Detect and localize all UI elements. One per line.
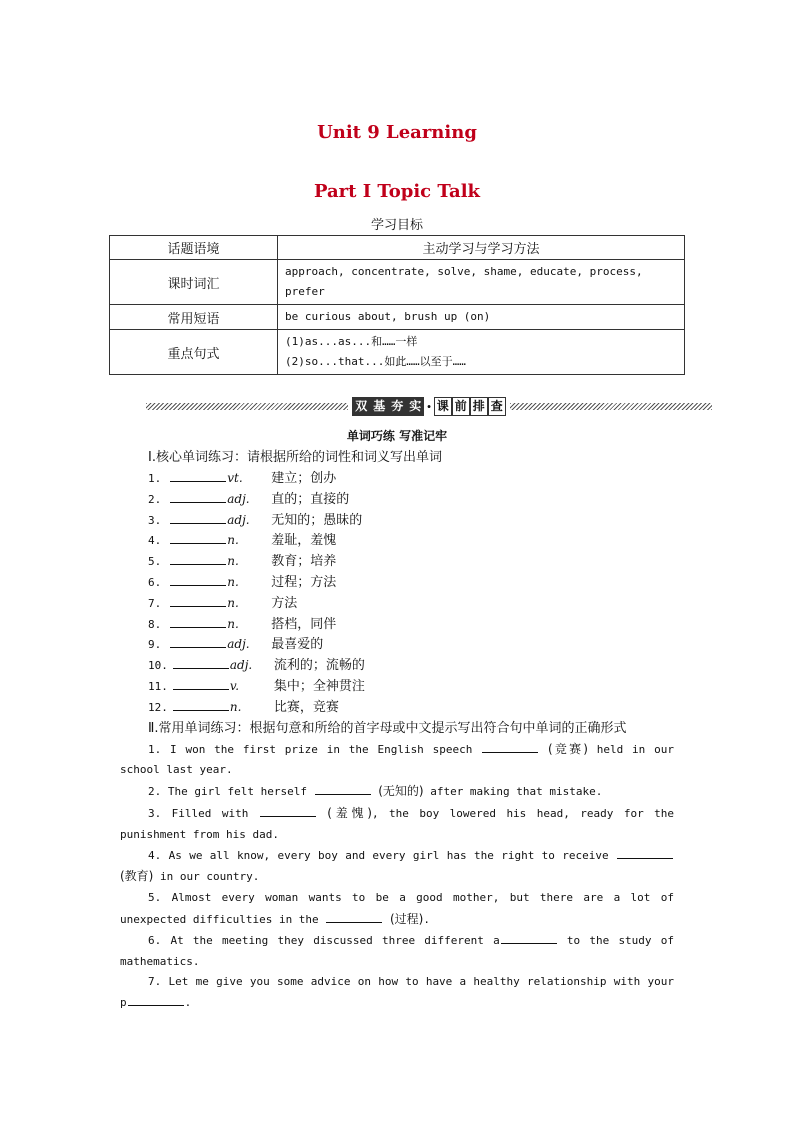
sentence-text: . <box>184 996 192 1010</box>
chinese-hint: (竞赛) <box>548 741 588 756</box>
answer-blank[interactable] <box>170 615 226 628</box>
answer-blank[interactable] <box>170 635 226 648</box>
vocab-item <box>120 676 674 697</box>
header-cell-context: 话题语境 <box>110 236 278 260</box>
learning-goals-table <box>109 235 685 375</box>
item-number: 1. <box>148 472 162 485</box>
banner-tag <box>352 397 506 416</box>
part-of-speech: n. <box>227 533 239 548</box>
sentence-text: 3. Filled with <box>148 806 259 820</box>
vocab-item <box>120 572 674 593</box>
header-cell-topic: 主动学习与学习方法 <box>278 236 685 260</box>
banner-char: 实 <box>406 397 424 416</box>
part-of-speech: adj. <box>227 512 250 527</box>
table-row-phrases <box>110 305 685 330</box>
item-number: 3. <box>148 513 162 527</box>
part-of-speech: n. <box>227 554 239 569</box>
sentence-text: 7. Let me give you some advice on how to have a healthy relationship with your p <box>120 975 674 1010</box>
part-of-speech: adj. <box>227 637 250 652</box>
banner-char: 查 <box>488 397 506 416</box>
chinese-hint: (无知的) <box>378 784 424 799</box>
answer-blank[interactable] <box>170 594 226 607</box>
vocab-item <box>120 614 674 635</box>
part2-title: Ⅱ.常用单词练习：根据句意和所给的首字母或中文提示写出符合句中单词的正确形式 <box>148 720 627 736</box>
part1-title: Ⅰ.核心单词练习：请根据所给的词性和词义写出单词 <box>148 450 442 465</box>
sentence-text: in our country. <box>153 870 260 884</box>
answer-blank[interactable] <box>173 656 229 669</box>
answer-blank[interactable] <box>315 783 371 795</box>
part-title: Part Ⅰ Topic Talk <box>313 181 481 202</box>
vocab-item <box>120 593 674 614</box>
sentence-item <box>120 972 674 1014</box>
sentence-text: 2. The girl felt herself <box>148 785 314 799</box>
answer-blank[interactable] <box>326 911 382 923</box>
table-row-vocabulary <box>110 260 685 305</box>
item-number: 10. <box>148 659 168 673</box>
answer-blank[interactable] <box>128 994 184 1006</box>
part-of-speech: n. <box>227 595 239 610</box>
sentence-text: 5. Almost every woman wants to be a good mother, but there are a lot of unexpected difficulties in the <box>120 891 674 926</box>
banner-char: 夯 <box>388 397 406 416</box>
word-meaning: 无知的；愚昧的 <box>271 512 363 528</box>
part-of-speech: n. <box>227 574 239 589</box>
sentence-list <box>120 739 674 1014</box>
unit-title: Unit 9 Learning <box>317 122 477 143</box>
answer-blank[interactable] <box>173 677 229 690</box>
sentence-text: 4. As we all know, every boy and every girl has the right to receive <box>148 848 616 862</box>
sentence-text: held in our school last year. <box>120 742 674 777</box>
word-meaning: 建立；创办 <box>271 471 337 486</box>
vocab-list <box>120 468 674 718</box>
section-heading: 单词巧练 写准记牢 <box>346 429 448 443</box>
item-number: 4. <box>148 534 162 548</box>
sentence-text: 1. I won the first prize in the English speech <box>148 742 482 756</box>
answer-blank[interactable] <box>260 805 316 817</box>
pattern-line-1: (1)as...as...和……一样 <box>285 335 418 348</box>
answer-blank[interactable] <box>501 932 557 944</box>
sentence-text: , the boy lowered his head, ready for the punishment from his dad. <box>120 806 674 841</box>
banner-char: 基 <box>370 397 388 416</box>
item-number: 2. <box>148 492 162 506</box>
vocab-item <box>120 697 674 718</box>
vocab-item <box>120 468 674 489</box>
item-number: 7. <box>148 596 162 610</box>
pattern-line-2: (2)so...that...如此……以至于…… <box>285 355 466 368</box>
banner-stripe-right <box>510 403 712 410</box>
row-label: 重点句式 <box>110 330 278 375</box>
row-label: 常用短语 <box>110 305 278 330</box>
word-meaning: 过程；方法 <box>271 574 337 590</box>
sentence-text: to the study of mathematics. <box>120 933 674 968</box>
sentence-item <box>120 846 674 889</box>
word-meaning: 羞耻，羞愧 <box>271 533 337 549</box>
sentence-text: after making that mistake. <box>423 785 603 799</box>
item-number: 11. <box>148 679 168 693</box>
vocab-item <box>120 510 674 531</box>
word-meaning: 最喜爱的 <box>271 637 324 653</box>
sentence-item <box>120 803 674 846</box>
part-of-speech: adj. <box>227 491 250 506</box>
row-content <box>278 330 685 375</box>
sentence-item <box>120 931 674 973</box>
row-content: be curious about, brush up (on) <box>278 305 685 330</box>
sentence-item <box>120 888 674 931</box>
word-meaning: 流利的；流畅的 <box>273 658 365 674</box>
chinese-hint: (教育) <box>120 869 154 884</box>
sentence-text: 6. At the meeting they discussed three different a <box>148 933 500 947</box>
answer-blank[interactable] <box>170 469 226 482</box>
vocab-item <box>120 655 674 676</box>
banner-char: 排 <box>470 397 488 416</box>
chinese-hint: (过程) <box>389 911 424 926</box>
table-header-row <box>110 236 685 260</box>
vocab-item <box>120 551 674 572</box>
part-of-speech: adj. <box>229 658 253 673</box>
answer-blank[interactable] <box>170 531 226 544</box>
exercise-content <box>120 447 674 1014</box>
sentence-item <box>120 781 674 803</box>
answer-blank[interactable] <box>482 741 538 753</box>
word-meaning: 集中；全神贯注 <box>273 678 365 694</box>
banner-stripe-left <box>146 403 348 410</box>
chinese-hint: (羞愧) <box>327 805 372 820</box>
banner-char: 课 <box>434 397 452 416</box>
banner-char: 双 <box>352 397 370 416</box>
part-of-speech: v. <box>229 678 240 693</box>
vocab-item <box>120 634 674 655</box>
vocab-item <box>120 530 674 551</box>
part-of-speech: vt. <box>227 471 243 485</box>
row-content: approach, concentrate, solve, shame, educate, process, prefer <box>278 260 685 305</box>
word-meaning: 比赛，竞赛 <box>273 699 339 715</box>
answer-blank[interactable] <box>170 573 226 586</box>
table-caption: 学习目标 <box>370 218 423 233</box>
item-number: 8. <box>148 617 162 631</box>
answer-blank[interactable] <box>170 490 226 503</box>
answer-blank[interactable] <box>173 698 229 711</box>
section-banner <box>146 396 712 416</box>
word-meaning: 直的；直接的 <box>271 491 350 507</box>
banner-char: 前 <box>452 397 470 416</box>
word-meaning: 教育；培养 <box>271 554 337 570</box>
word-meaning: 搭档，同伴 <box>271 616 337 632</box>
sentence-text: . <box>423 912 430 926</box>
table-row-sentence-patterns <box>110 330 685 375</box>
item-number: 5. <box>148 555 162 569</box>
item-number: 9. <box>148 638 162 652</box>
item-number: 12. <box>148 700 168 714</box>
answer-blank[interactable] <box>170 552 226 565</box>
item-number: 6. <box>148 575 162 589</box>
sentence-item <box>120 739 674 782</box>
row-label: 课时词汇 <box>110 260 278 305</box>
part-of-speech: n. <box>227 616 239 631</box>
word-meaning: 方法 <box>271 595 298 611</box>
answer-blank[interactable] <box>617 847 673 859</box>
part-of-speech: n. <box>229 699 242 714</box>
answer-blank[interactable] <box>170 511 226 524</box>
banner-dot: · <box>426 396 432 416</box>
vocab-item <box>120 489 674 510</box>
